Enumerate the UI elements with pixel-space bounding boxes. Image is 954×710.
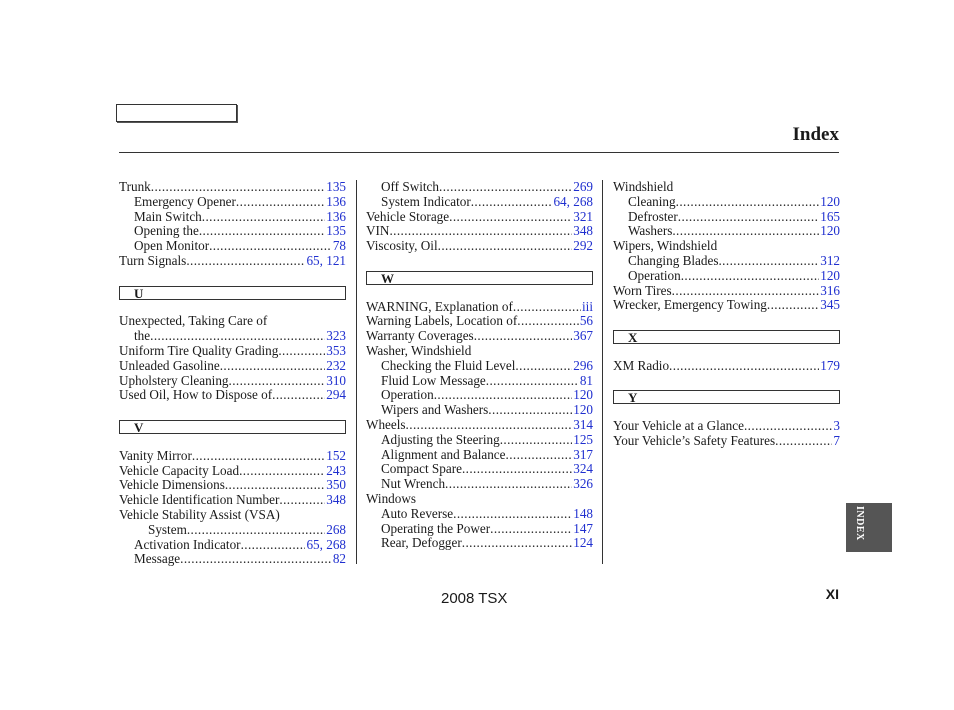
index-entry[interactable]	[119, 180, 346, 195]
page-reference-link[interactable]: 232	[326, 357, 346, 373]
entry-text: Emergency Opener	[134, 193, 236, 209]
dot-leader	[236, 195, 325, 210]
page-reference-link[interactable]: 268	[326, 521, 346, 537]
page-reference-link[interactable]: 135	[326, 223, 346, 239]
dot-leader	[462, 536, 572, 551]
spacer	[613, 313, 840, 328]
dot-leader	[445, 477, 572, 492]
index-entry[interactable]	[613, 195, 840, 210]
entry-text: Vehicle Stability Assist (VSA)	[119, 506, 280, 522]
index-entry	[613, 239, 840, 254]
page-reference-link[interactable]: 323	[326, 328, 346, 344]
index-entry[interactable]	[613, 254, 840, 269]
letter-heading: V	[119, 420, 346, 434]
index-entry[interactable]	[366, 195, 593, 210]
entry-text: Vanity Mirror	[119, 447, 192, 463]
dot-leader	[515, 359, 572, 374]
index-entry[interactable]	[366, 300, 593, 315]
index-entry[interactable]	[366, 403, 593, 418]
dot-leader	[239, 464, 325, 479]
entry-text: Cleaning	[628, 193, 676, 209]
entry-text: Washer, Windshield	[366, 342, 472, 358]
dot-leader	[678, 210, 819, 225]
entry-text: Message	[134, 551, 181, 567]
dot-leader	[434, 388, 572, 403]
spacer	[366, 254, 593, 269]
index-entry[interactable]	[119, 329, 346, 344]
title-divider	[119, 152, 839, 153]
page-reference-link[interactable]: 65, 268	[306, 536, 346, 552]
dot-leader	[681, 269, 819, 284]
entry-text: Operation	[381, 387, 434, 403]
entry-text: Rear, Defogger	[381, 535, 462, 551]
dot-leader	[672, 284, 820, 299]
entry-text: Vehicle Storage	[366, 208, 450, 224]
entry-text: Windows	[366, 490, 417, 506]
index-entry[interactable]	[366, 477, 593, 492]
dot-leader	[453, 507, 572, 522]
index-entry[interactable]	[119, 344, 346, 359]
entry-text: Washers	[628, 223, 673, 239]
page-reference-link[interactable]: 7	[833, 432, 840, 448]
index-entry	[119, 508, 346, 523]
page-reference-link[interactable]: 292	[573, 238, 593, 254]
index-entry[interactable]	[613, 434, 840, 449]
dot-leader	[490, 522, 572, 537]
page-reference-link[interactable]: 294	[326, 387, 346, 403]
entry-text: Vehicle Dimensions	[119, 477, 225, 493]
dot-leader	[513, 300, 581, 315]
dot-leader	[462, 462, 572, 477]
index-entry[interactable]	[366, 329, 593, 344]
index-entry[interactable]	[119, 359, 346, 374]
dot-leader	[229, 374, 326, 389]
page-reference-link[interactable]: 367	[573, 328, 593, 344]
letter-heading: U	[119, 286, 346, 300]
page-reference-link[interactable]: 120	[820, 267, 840, 283]
dot-leader	[471, 195, 553, 210]
entry-text: Nut Wrench	[381, 476, 446, 492]
index-entry[interactable]	[119, 388, 346, 403]
index-entry	[366, 492, 593, 507]
dot-leader	[209, 239, 332, 254]
index-entry	[119, 314, 346, 329]
dot-leader	[767, 298, 819, 313]
dot-leader	[486, 374, 579, 389]
page-reference-link[interactable]: 312	[820, 252, 840, 268]
page-reference-link[interactable]: 317	[573, 446, 593, 462]
dot-leader	[676, 195, 820, 210]
page-reference-link[interactable]: 65, 121	[306, 252, 346, 268]
page-reference-link[interactable]: iii	[582, 298, 593, 314]
index-entry[interactable]	[613, 359, 840, 374]
index-entry[interactable]	[119, 464, 346, 479]
dot-leader	[150, 329, 325, 344]
entry-text: Your Vehicle at a Glance	[613, 418, 744, 434]
index-entry[interactable]	[613, 419, 840, 434]
dot-leader	[449, 210, 572, 225]
letter-heading: X	[613, 330, 840, 344]
spacer	[613, 374, 840, 389]
page-title: Index	[792, 124, 839, 145]
index-entry[interactable]	[366, 239, 593, 254]
dot-leader	[744, 419, 832, 434]
page-reference-link[interactable]: 348	[573, 223, 593, 239]
letter-heading: W	[366, 271, 593, 285]
page-reference-link[interactable]: 82	[332, 551, 346, 567]
entry-text: VIN	[366, 223, 390, 239]
page-number: XI	[825, 586, 839, 602]
page-reference-link[interactable]: 124	[573, 535, 593, 551]
index-entry[interactable]	[366, 522, 593, 537]
entry-text: Operation	[628, 267, 681, 283]
page-reference-link[interactable]: 136	[326, 193, 346, 209]
dot-leader	[669, 359, 819, 374]
spacer	[119, 403, 346, 418]
entry-text: Unexpected, Taking Care of	[119, 313, 268, 329]
entry-text: Checking the Fluid Level	[381, 357, 516, 373]
spacer	[119, 300, 346, 315]
entry-text: Your Vehicle’s Safety Features	[613, 432, 776, 448]
entry-text: Open Monitor	[134, 238, 210, 254]
index-entry[interactable]	[366, 314, 593, 329]
page-reference-link[interactable]: 243	[326, 462, 346, 478]
dot-leader	[517, 314, 579, 329]
dot-leader	[672, 224, 819, 239]
dot-leader	[406, 418, 573, 433]
index-column-1	[119, 180, 346, 567]
entry-text: WARNING, Explanation of	[366, 298, 513, 314]
page-reference-link[interactable]: 324	[573, 461, 593, 477]
entry-text: Compact Spare	[381, 461, 462, 477]
entry-text: Used Oil, How to Dispose of	[119, 387, 273, 403]
page-reference-link[interactable]: 78	[332, 238, 346, 254]
index-entry[interactable]	[119, 478, 346, 493]
dot-leader	[199, 224, 325, 239]
page-reference-link[interactable]: 269	[573, 179, 593, 194]
index-entry[interactable]	[366, 507, 593, 522]
index-entry[interactable]	[119, 493, 346, 508]
page-reference-link[interactable]: 348	[326, 492, 346, 508]
entry-text: System Indicator	[381, 193, 471, 209]
page-reference-link[interactable]: 179	[820, 357, 840, 373]
entry-text: Operating the Power	[381, 520, 491, 536]
index-column-2	[366, 180, 593, 551]
dot-leader	[192, 449, 325, 464]
dot-leader	[278, 344, 325, 359]
entry-text: Alignment and Balance	[381, 446, 506, 462]
dot-leader	[225, 478, 325, 493]
spacer	[613, 404, 840, 419]
entry-text: Trunk	[119, 179, 151, 194]
spacer	[613, 344, 840, 359]
header-box	[116, 104, 237, 122]
index-entry[interactable]	[366, 388, 593, 403]
entry-text: System	[148, 521, 187, 537]
entry-text: Worn Tires	[613, 282, 672, 298]
page-reference-link[interactable]: 326	[573, 476, 593, 492]
page-reference-link[interactable]: 120	[820, 193, 840, 209]
index-entry[interactable]	[613, 224, 840, 239]
page-reference-link[interactable]: 321	[573, 208, 593, 224]
page-reference-link[interactable]: 56	[579, 313, 593, 329]
page-reference-link[interactable]: 310	[326, 372, 346, 388]
index-entry[interactable]	[613, 284, 840, 299]
entry-text: XM Radio	[613, 357, 670, 373]
dot-leader	[775, 434, 832, 449]
page-reference-link[interactable]: 152	[326, 447, 346, 463]
entry-text: the	[134, 328, 151, 344]
index-entry[interactable]	[366, 224, 593, 239]
entry-text: Auto Reverse	[381, 505, 454, 521]
dot-leader	[506, 448, 573, 463]
index-column-3	[613, 180, 840, 449]
entry-text: Wipers and Washers	[381, 402, 489, 418]
page-reference-link[interactable]: 136	[326, 208, 346, 224]
index-entry[interactable]	[366, 462, 593, 477]
index-entry[interactable]	[366, 374, 593, 389]
index-entry[interactable]	[613, 298, 840, 313]
index-entry[interactable]	[119, 523, 346, 538]
dot-leader	[241, 538, 306, 553]
index-entry[interactable]	[613, 210, 840, 225]
entry-text: Unleaded Gasoline	[119, 357, 220, 373]
index-entry[interactable]	[366, 210, 593, 225]
index-side-tab[interactable]	[846, 503, 892, 552]
column-divider	[602, 180, 603, 564]
index-entry[interactable]	[366, 418, 593, 433]
letter-heading: Y	[613, 390, 840, 404]
page-reference-link[interactable]: 165	[820, 208, 840, 224]
entry-text: Off Switch	[381, 179, 439, 194]
index-entry[interactable]	[366, 448, 593, 463]
entry-text: Uniform Tire Quality Grading	[119, 342, 279, 358]
page-reference-link[interactable]: 3	[833, 418, 840, 434]
page-reference-link[interactable]: 148	[573, 505, 593, 521]
dot-leader	[438, 239, 573, 254]
page-reference-link[interactable]: 345	[820, 297, 840, 313]
index-entry[interactable]	[119, 374, 346, 389]
index-entry[interactable]	[119, 224, 346, 239]
index-entry[interactable]	[119, 254, 346, 269]
entry-text: Adjusting the Steering	[381, 431, 500, 447]
dot-leader	[500, 433, 573, 448]
page-reference-link[interactable]: 350	[326, 477, 346, 493]
page-reference-link[interactable]: 316	[820, 282, 840, 298]
index-tab-label: INDEX	[854, 506, 865, 541]
entry-text: Activation Indicator	[134, 536, 241, 552]
column-divider	[356, 180, 357, 564]
spacer	[366, 285, 593, 300]
page-reference-link[interactable]: 81	[579, 372, 593, 388]
entry-text: Viscosity, Oil	[366, 238, 438, 254]
page-reference-link[interactable]: 353	[326, 342, 346, 358]
index-entry[interactable]	[119, 239, 346, 254]
index-entry[interactable]	[119, 195, 346, 210]
dot-leader	[272, 388, 325, 403]
dot-leader	[389, 224, 572, 239]
spacer	[119, 269, 346, 284]
index-entry[interactable]	[366, 433, 593, 448]
page-reference-link[interactable]: 120	[573, 402, 593, 418]
entry-text: Wipers, Windshield	[613, 238, 718, 254]
page-reference-link[interactable]: 120	[573, 387, 593, 403]
entry-text: Defroster	[628, 208, 678, 224]
entry-text: Wheels	[366, 416, 406, 432]
entry-text: Opening the	[134, 223, 199, 239]
footer-model: 2008 TSX	[441, 590, 508, 607]
index-entry	[366, 344, 593, 359]
index-entry[interactable]	[366, 180, 593, 195]
entry-text: Vehicle Capacity Load	[119, 462, 240, 478]
entry-text: Turn Signals	[119, 252, 187, 268]
spacer	[119, 434, 346, 449]
entry-text: Changing Blades	[628, 252, 719, 268]
page-reference-link[interactable]: 296	[573, 357, 593, 373]
entry-text: Warranty Coverages	[366, 328, 474, 344]
index-entry[interactable]	[366, 359, 593, 374]
entry-text: Fluid Low Message	[381, 372, 486, 388]
dot-leader	[439, 180, 572, 195]
entry-text: Wrecker, Emergency Towing	[613, 297, 767, 313]
page-reference-link[interactable]: 120	[820, 223, 840, 239]
entry-text: Warning Labels, Location of	[366, 313, 518, 329]
dot-leader	[180, 552, 332, 567]
dot-leader	[186, 254, 305, 269]
entry-text: Main Switch	[134, 208, 202, 224]
index-entry[interactable]	[613, 269, 840, 284]
entry-text: Upholstery Cleaning	[119, 372, 229, 388]
index-entry[interactable]	[366, 536, 593, 551]
dot-leader	[202, 210, 325, 225]
page-reference-link[interactable]: 314	[573, 416, 593, 432]
page-reference-link[interactable]: 135	[326, 179, 346, 194]
dot-leader	[187, 523, 325, 538]
dot-leader	[220, 359, 326, 374]
dot-leader	[474, 329, 573, 344]
page-reference-link[interactable]: 64, 268	[553, 193, 593, 209]
index-entry[interactable]	[119, 449, 346, 464]
dot-leader	[279, 493, 325, 508]
index-entry	[613, 180, 840, 195]
entry-text: Windshield	[613, 179, 674, 194]
index-entry[interactable]	[119, 552, 346, 567]
entry-text: Vehicle Identification Number	[119, 492, 280, 508]
index-entry[interactable]	[119, 538, 346, 553]
dot-leader	[718, 254, 819, 269]
dot-leader	[151, 180, 325, 195]
dot-leader	[488, 403, 572, 418]
index-entry[interactable]	[119, 210, 346, 225]
page-reference-link[interactable]: 125	[573, 431, 593, 447]
page-reference-link[interactable]: 147	[573, 520, 593, 536]
